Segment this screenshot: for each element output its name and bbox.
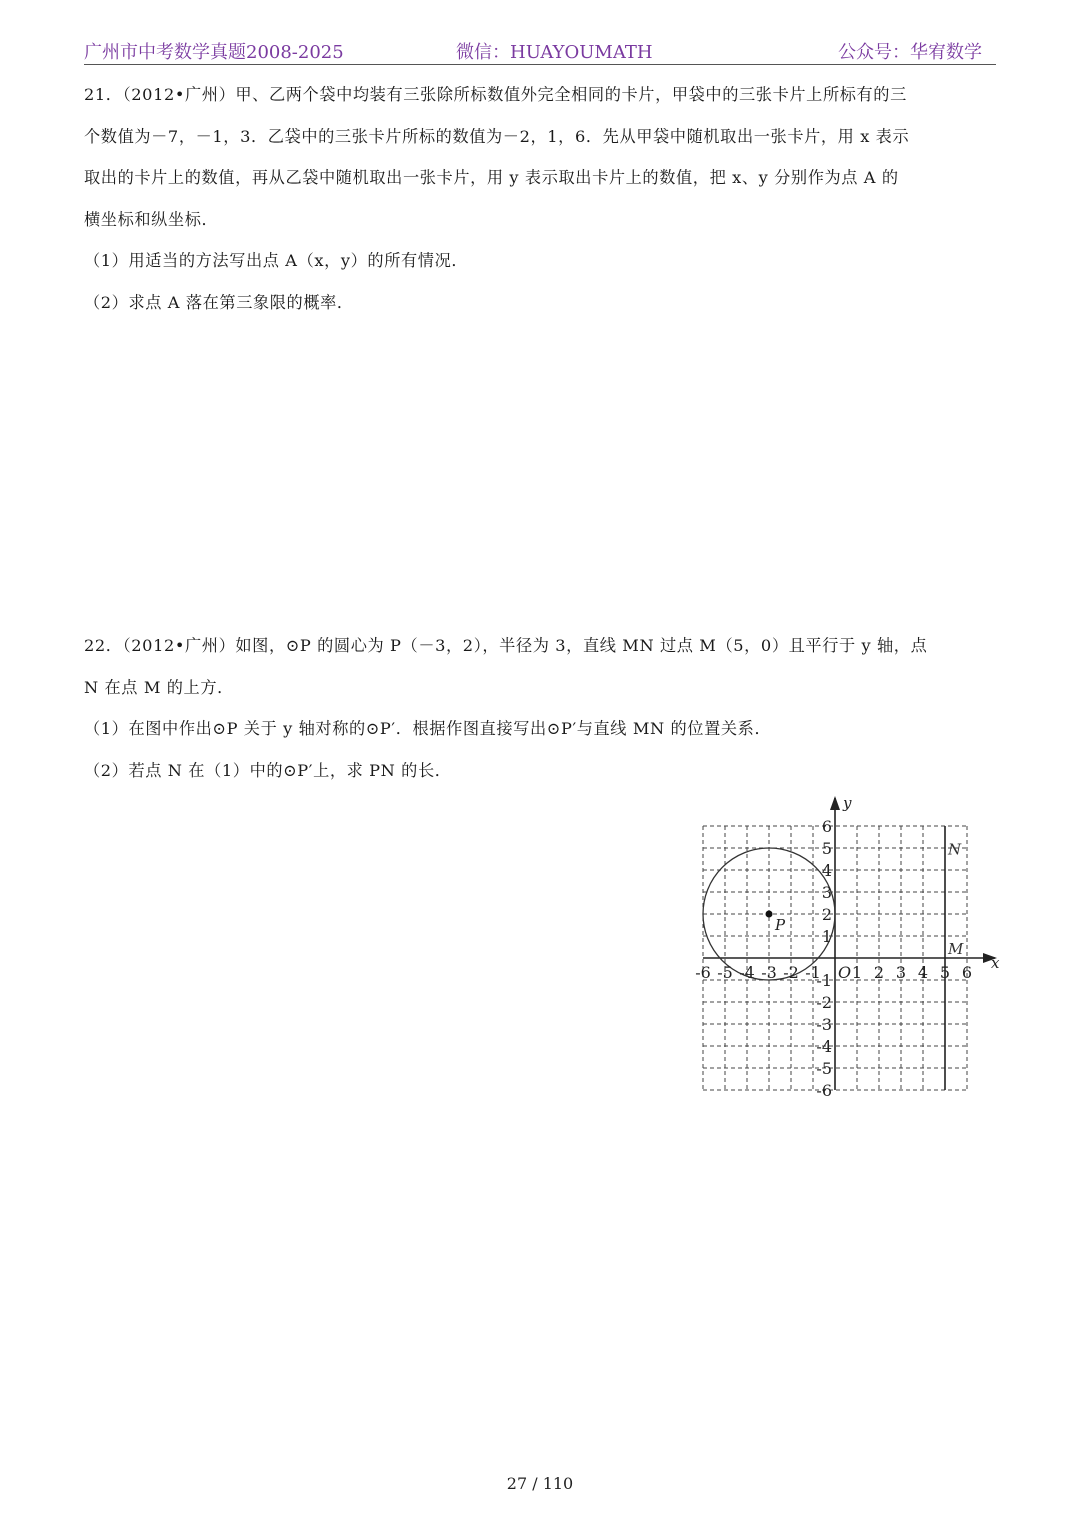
x-tick-label: -1: [805, 963, 821, 982]
y-tick-label: 3: [821, 883, 832, 902]
problem-21-question-1: （1）用适当的方法写出点 A（x，y）的所有情况．: [84, 251, 469, 270]
problem-21-line: 21．（2012•广州）甲、乙两个袋中均装有三张除所标数值外完全相同的卡片，甲袋中的三张卡片上所标有的三: [84, 85, 907, 104]
point-n-label: N: [948, 840, 962, 859]
point-m-label: M: [948, 940, 964, 958]
x-tick-label: -6: [695, 963, 711, 982]
page-number: 27 / 110: [506, 1474, 574, 1493]
y-tick-label: 6: [821, 817, 832, 836]
problem-22-question-2: （2）若点 N 在（1）中的⊙P′上，求 PN 的长．: [84, 760, 452, 780]
problem-21-question-2: （2）求点 A 落在第三象限的概率．: [84, 292, 354, 312]
page-header: [84, 34, 996, 65]
problem-22-line: 22．（2012•广州）如图，⊙P 的圆心为 P（－3，2），半径为 3，直线 MN 过点 M（5，0）且平行于 y 轴，点: [84, 636, 928, 655]
y-tick-label: -2: [816, 993, 832, 1012]
origin-label: O: [838, 963, 852, 982]
y-axis-arrow: [830, 796, 840, 810]
header-wechat: 微信：HUAYOUMATH: [456, 42, 653, 63]
y-axis-label: y: [843, 795, 852, 812]
problem-22-question-1: （1）在图中作出⊙P 关于 y 轴对称的⊙P′．根据作图直接写出⊙P′与直线 MN 的位置关系．: [84, 719, 772, 738]
y-tick-label: 1: [821, 927, 832, 946]
x-axis-label: x: [991, 954, 1000, 972]
y-tick-label: 4: [821, 861, 832, 880]
y-tick-label: -3: [816, 1015, 832, 1034]
problem-22: [84, 625, 999, 791]
y-tick-label: -1: [816, 971, 832, 990]
x-tick-label: 3: [895, 963, 907, 982]
y-tick-label: 2: [821, 905, 832, 924]
problem-21-line: 横坐标和纵坐标．: [84, 209, 219, 229]
problem-21-line: 个数值为－7，－1，3．乙袋中的三张卡片所标的数值为－2，1，6．先从甲袋中随机取出一张卡片，用 x 表示: [84, 126, 910, 146]
x-tick-label: 1: [851, 963, 863, 982]
y-tick-label: -4: [816, 1037, 832, 1056]
coordinate-figure: [690, 795, 1010, 1105]
center-label-p: P: [775, 916, 786, 934]
coordinate-plane-svg: [690, 795, 1010, 1105]
x-tick-label: -4: [739, 963, 755, 982]
y-tick-label: -5: [816, 1059, 832, 1078]
header-account: 公众号：华宥数学: [838, 42, 982, 63]
y-tick-label: 5: [821, 839, 832, 858]
problem-21: [84, 74, 999, 323]
x-tick-label: 4: [917, 963, 929, 982]
x-tick-label: -2: [783, 963, 799, 982]
center-point-p: [766, 911, 773, 918]
y-tick-label: -6: [816, 1081, 832, 1100]
problem-21-line: 取出的卡片上的数值，再从乙袋中随机取出一张卡片，用 y 表示取出卡片上的数值，把 x、y 分别作为点 A 的: [84, 168, 899, 187]
x-tick-label: -3: [761, 963, 777, 982]
x-tick-label: 6: [961, 963, 973, 982]
problem-22-line: N 在点 M 的上方．: [84, 677, 234, 697]
header-title: 广州市中考数学真题2008-2025: [84, 42, 344, 63]
x-tick-label: -5: [717, 963, 733, 982]
x-tick-label: 5: [939, 963, 951, 982]
x-tick-label: 2: [873, 963, 885, 982]
